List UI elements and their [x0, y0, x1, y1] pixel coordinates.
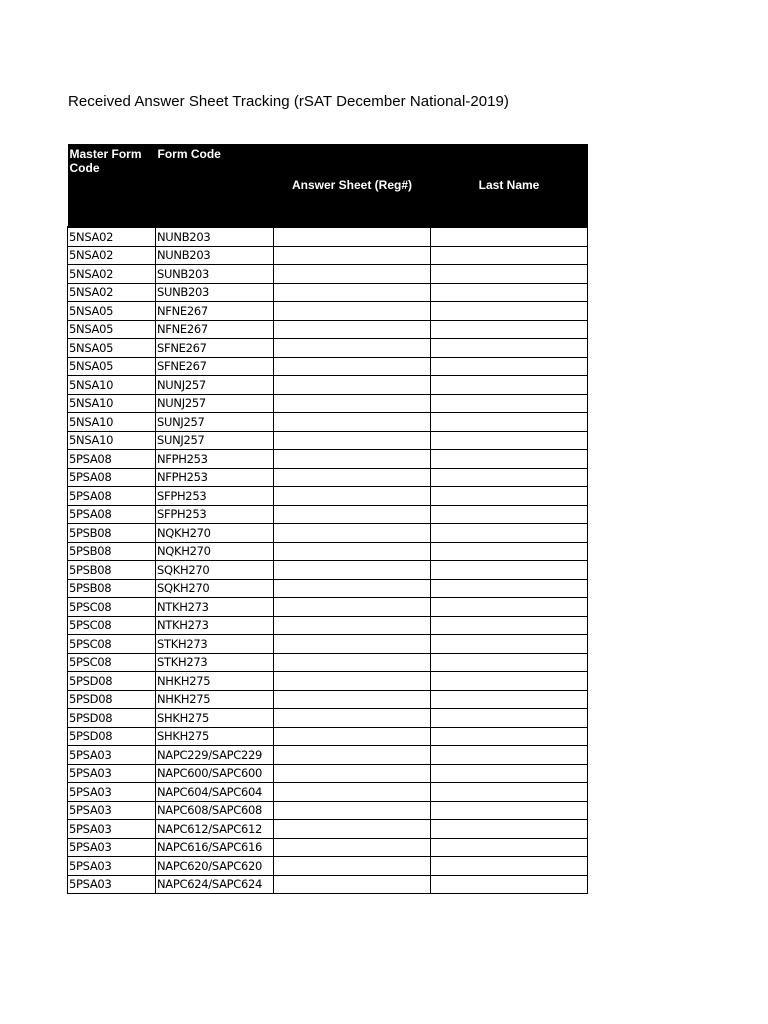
form-code-cell: NUNB203	[156, 227, 274, 246]
master-form-code-cell: 5PSC08	[68, 616, 156, 635]
table-body	[68, 227, 588, 894]
master-form-code-cell: 5NSA02	[68, 227, 156, 246]
form-code-cell: NQKH270	[156, 542, 274, 561]
form-code-cell: NAPC604/SAPC604	[156, 783, 274, 802]
table-row	[68, 653, 588, 672]
last-name-cell[interactable]	[431, 394, 588, 413]
table-row	[68, 487, 588, 506]
table-row	[68, 302, 588, 321]
table-row	[68, 672, 588, 691]
table-row	[68, 376, 588, 395]
header-last-name: Last Name	[431, 144, 588, 227]
last-name-cell[interactable]	[431, 246, 588, 265]
form-code-cell: NAPC600/SAPC600	[156, 764, 274, 783]
master-form-code-cell: 5PSD08	[68, 672, 156, 691]
answer-sheet-cell[interactable]	[274, 227, 431, 246]
form-code-cell: NAPC612/SAPC612	[156, 820, 274, 839]
table-row	[68, 505, 588, 524]
table-row	[68, 820, 588, 839]
last-name-cell[interactable]	[431, 727, 588, 746]
form-code-cell: NTKH273	[156, 598, 274, 617]
last-name-cell[interactable]	[431, 653, 588, 672]
form-code-cell: NAPC229/SAPC229	[156, 746, 274, 765]
table-row	[68, 394, 588, 413]
answer-sheet-cell[interactable]	[274, 783, 431, 802]
last-name-cell[interactable]	[431, 431, 588, 450]
table-row	[68, 413, 588, 432]
table-row	[68, 227, 588, 246]
last-name-cell[interactable]	[431, 413, 588, 432]
form-code-cell: SUNJ257	[156, 413, 274, 432]
master-form-code-cell: 5NSA02	[68, 283, 156, 302]
header-master-form-code: Master Form Code	[68, 144, 156, 227]
answer-sheet-cell[interactable]	[274, 283, 431, 302]
master-form-code-cell: 5PSA03	[68, 783, 156, 802]
form-code-cell: SQKH270	[156, 561, 274, 580]
master-form-code-cell: 5PSB08	[68, 524, 156, 543]
master-form-code-cell: 5PSA08	[68, 468, 156, 487]
table-row	[68, 431, 588, 450]
table-row	[68, 838, 588, 857]
form-code-cell: SQKH270	[156, 579, 274, 598]
answer-sheet-cell[interactable]	[274, 468, 431, 487]
table-row	[68, 542, 588, 561]
last-name-cell[interactable]	[431, 283, 588, 302]
master-form-code-cell: 5PSB08	[68, 579, 156, 598]
table-row	[68, 783, 588, 802]
last-name-cell[interactable]	[431, 672, 588, 691]
master-form-code-cell: 5NSA02	[68, 246, 156, 265]
form-code-cell: NFPH253	[156, 450, 274, 469]
form-code-cell: STKH273	[156, 653, 274, 672]
master-form-code-cell: 5NSA05	[68, 320, 156, 339]
form-code-cell: SFNE267	[156, 357, 274, 376]
table-row	[68, 357, 588, 376]
answer-sheet-cell[interactable]	[274, 635, 431, 654]
answer-sheet-cell[interactable]	[274, 561, 431, 580]
master-form-code-cell: 5PSA03	[68, 746, 156, 765]
last-name-cell[interactable]	[431, 764, 588, 783]
tracking-table	[67, 144, 588, 894]
master-form-code-cell: 5PSA08	[68, 450, 156, 469]
master-form-code-cell: 5PSA03	[68, 857, 156, 876]
answer-sheet-cell[interactable]	[274, 598, 431, 617]
last-name-cell[interactable]	[431, 505, 588, 524]
last-name-cell[interactable]	[431, 265, 588, 284]
last-name-cell[interactable]	[431, 320, 588, 339]
answer-sheet-cell[interactable]	[274, 653, 431, 672]
table-row	[68, 320, 588, 339]
table-row	[68, 635, 588, 654]
master-form-code-cell: 5NSA10	[68, 394, 156, 413]
master-form-code-cell: 5PSA08	[68, 487, 156, 506]
header-row	[68, 144, 588, 227]
last-name-cell[interactable]	[431, 690, 588, 709]
last-name-cell[interactable]	[431, 598, 588, 617]
last-name-cell[interactable]	[431, 616, 588, 635]
last-name-cell[interactable]	[431, 820, 588, 839]
answer-sheet-cell[interactable]	[274, 857, 431, 876]
form-code-cell: NUNJ257	[156, 376, 274, 395]
table-row	[68, 690, 588, 709]
last-name-cell[interactable]	[431, 635, 588, 654]
last-name-cell[interactable]	[431, 857, 588, 876]
last-name-cell[interactable]	[431, 801, 588, 820]
answer-sheet-cell[interactable]	[274, 820, 431, 839]
answer-sheet-cell[interactable]	[274, 542, 431, 561]
answer-sheet-cell[interactable]	[274, 616, 431, 635]
header-form-code: Form Code	[156, 144, 274, 227]
form-code-cell: NTKH273	[156, 616, 274, 635]
answer-sheet-cell[interactable]	[274, 579, 431, 598]
document-title: Received Answer Sheet Tracking (rSAT December National-2019)	[68, 93, 509, 110]
answer-sheet-cell[interactable]	[274, 709, 431, 728]
master-form-code-cell: 5PSA03	[68, 764, 156, 783]
master-form-code-cell: 5PSD08	[68, 727, 156, 746]
answer-sheet-cell[interactable]	[274, 450, 431, 469]
answer-sheet-cell[interactable]	[274, 413, 431, 432]
table-row	[68, 265, 588, 284]
form-code-cell: NHKH275	[156, 672, 274, 691]
table-row	[68, 468, 588, 487]
answer-sheet-cell[interactable]	[274, 672, 431, 691]
master-form-code-cell: 5PSA03	[68, 838, 156, 857]
form-code-cell: SUNB203	[156, 283, 274, 302]
answer-sheet-cell[interactable]	[274, 265, 431, 284]
answer-sheet-cell[interactable]	[274, 376, 431, 395]
master-form-code-cell: 5NSA05	[68, 339, 156, 358]
form-code-cell: NAPC608/SAPC608	[156, 801, 274, 820]
master-form-code-cell: 5PSC08	[68, 598, 156, 617]
answer-sheet-cell[interactable]	[274, 838, 431, 857]
form-code-cell: NFNE267	[156, 320, 274, 339]
master-form-code-cell: 5PSC08	[68, 635, 156, 654]
answer-sheet-cell[interactable]	[274, 357, 431, 376]
form-code-cell: SHKH275	[156, 709, 274, 728]
answer-sheet-cell[interactable]	[274, 320, 431, 339]
last-name-cell[interactable]	[431, 376, 588, 395]
last-name-cell[interactable]	[431, 468, 588, 487]
answer-sheet-cell[interactable]	[274, 505, 431, 524]
table-row	[68, 283, 588, 302]
form-code-cell: NUNJ257	[156, 394, 274, 413]
answer-sheet-cell[interactable]	[274, 746, 431, 765]
form-code-cell: NFPH253	[156, 468, 274, 487]
form-code-cell: SFPH253	[156, 505, 274, 524]
master-form-code-cell: 5NSA05	[68, 302, 156, 321]
answer-sheet-cell[interactable]	[274, 339, 431, 358]
form-code-cell: SUNJ257	[156, 431, 274, 450]
last-name-cell[interactable]	[431, 524, 588, 543]
answer-sheet-cell[interactable]	[274, 524, 431, 543]
last-name-cell[interactable]	[431, 875, 588, 894]
form-code-cell: SFNE267	[156, 339, 274, 358]
header-answer-sheet: Answer Sheet (Reg#)	[274, 144, 431, 227]
table-row	[68, 616, 588, 635]
last-name-cell[interactable]	[431, 746, 588, 765]
answer-sheet-cell[interactable]	[274, 394, 431, 413]
form-code-cell: NAPC620/SAPC620	[156, 857, 274, 876]
form-code-cell: STKH273	[156, 635, 274, 654]
master-form-code-cell: 5PSA03	[68, 820, 156, 839]
table-row	[68, 801, 588, 820]
table-row	[68, 709, 588, 728]
last-name-cell[interactable]	[431, 709, 588, 728]
master-form-code-cell: 5NSA10	[68, 376, 156, 395]
table-row	[68, 727, 588, 746]
master-form-code-cell: 5PSA03	[68, 875, 156, 894]
table-row	[68, 561, 588, 580]
last-name-cell[interactable]	[431, 357, 588, 376]
form-code-cell: NQKH270	[156, 524, 274, 543]
answer-sheet-cell[interactable]	[274, 431, 431, 450]
table-row	[68, 450, 588, 469]
form-code-cell: SFPH253	[156, 487, 274, 506]
form-code-cell: NAPC624/SAPC624	[156, 875, 274, 894]
last-name-cell[interactable]	[431, 783, 588, 802]
last-name-cell[interactable]	[431, 302, 588, 321]
answer-sheet-cell[interactable]	[274, 801, 431, 820]
answer-sheet-cell[interactable]	[274, 246, 431, 265]
last-name-cell[interactable]	[431, 838, 588, 857]
master-form-code-cell: 5PSB08	[68, 561, 156, 580]
master-form-code-cell: 5PSB08	[68, 542, 156, 561]
answer-sheet-cell[interactable]	[274, 764, 431, 783]
table-row	[68, 746, 588, 765]
answer-sheet-cell[interactable]	[274, 302, 431, 321]
form-code-cell: SHKH275	[156, 727, 274, 746]
table-row	[68, 857, 588, 876]
last-name-cell[interactable]	[431, 339, 588, 358]
master-form-code-cell: 5PSD08	[68, 709, 156, 728]
table-row	[68, 579, 588, 598]
master-form-code-cell: 5PSA08	[68, 505, 156, 524]
master-form-code-cell: 5PSD08	[68, 690, 156, 709]
table-row	[68, 339, 588, 358]
form-code-cell: NUNB203	[156, 246, 274, 265]
last-name-cell[interactable]	[431, 542, 588, 561]
form-code-cell: NHKH275	[156, 690, 274, 709]
master-form-code-cell: 5PSC08	[68, 653, 156, 672]
table-header	[68, 144, 588, 227]
answer-sheet-cell[interactable]	[274, 690, 431, 709]
answer-sheet-cell[interactable]	[274, 487, 431, 506]
last-name-cell[interactable]	[431, 227, 588, 246]
form-code-cell: NFNE267	[156, 302, 274, 321]
form-code-cell: NAPC616/SAPC616	[156, 838, 274, 857]
last-name-cell[interactable]	[431, 487, 588, 506]
table-row	[68, 524, 588, 543]
answer-sheet-cell[interactable]	[274, 727, 431, 746]
master-form-code-cell: 5NSA10	[68, 413, 156, 432]
master-form-code-cell: 5NSA02	[68, 265, 156, 284]
master-form-code-cell: 5PSA03	[68, 801, 156, 820]
master-form-code-cell: 5NSA05	[68, 357, 156, 376]
form-code-cell: SUNB203	[156, 265, 274, 284]
last-name-cell[interactable]	[431, 450, 588, 469]
table-row	[68, 764, 588, 783]
table-row	[68, 875, 588, 894]
answer-sheet-cell[interactable]	[274, 875, 431, 894]
table-row	[68, 598, 588, 617]
last-name-cell[interactable]	[431, 561, 588, 580]
table-row	[68, 246, 588, 265]
last-name-cell[interactable]	[431, 579, 588, 598]
master-form-code-cell: 5NSA10	[68, 431, 156, 450]
